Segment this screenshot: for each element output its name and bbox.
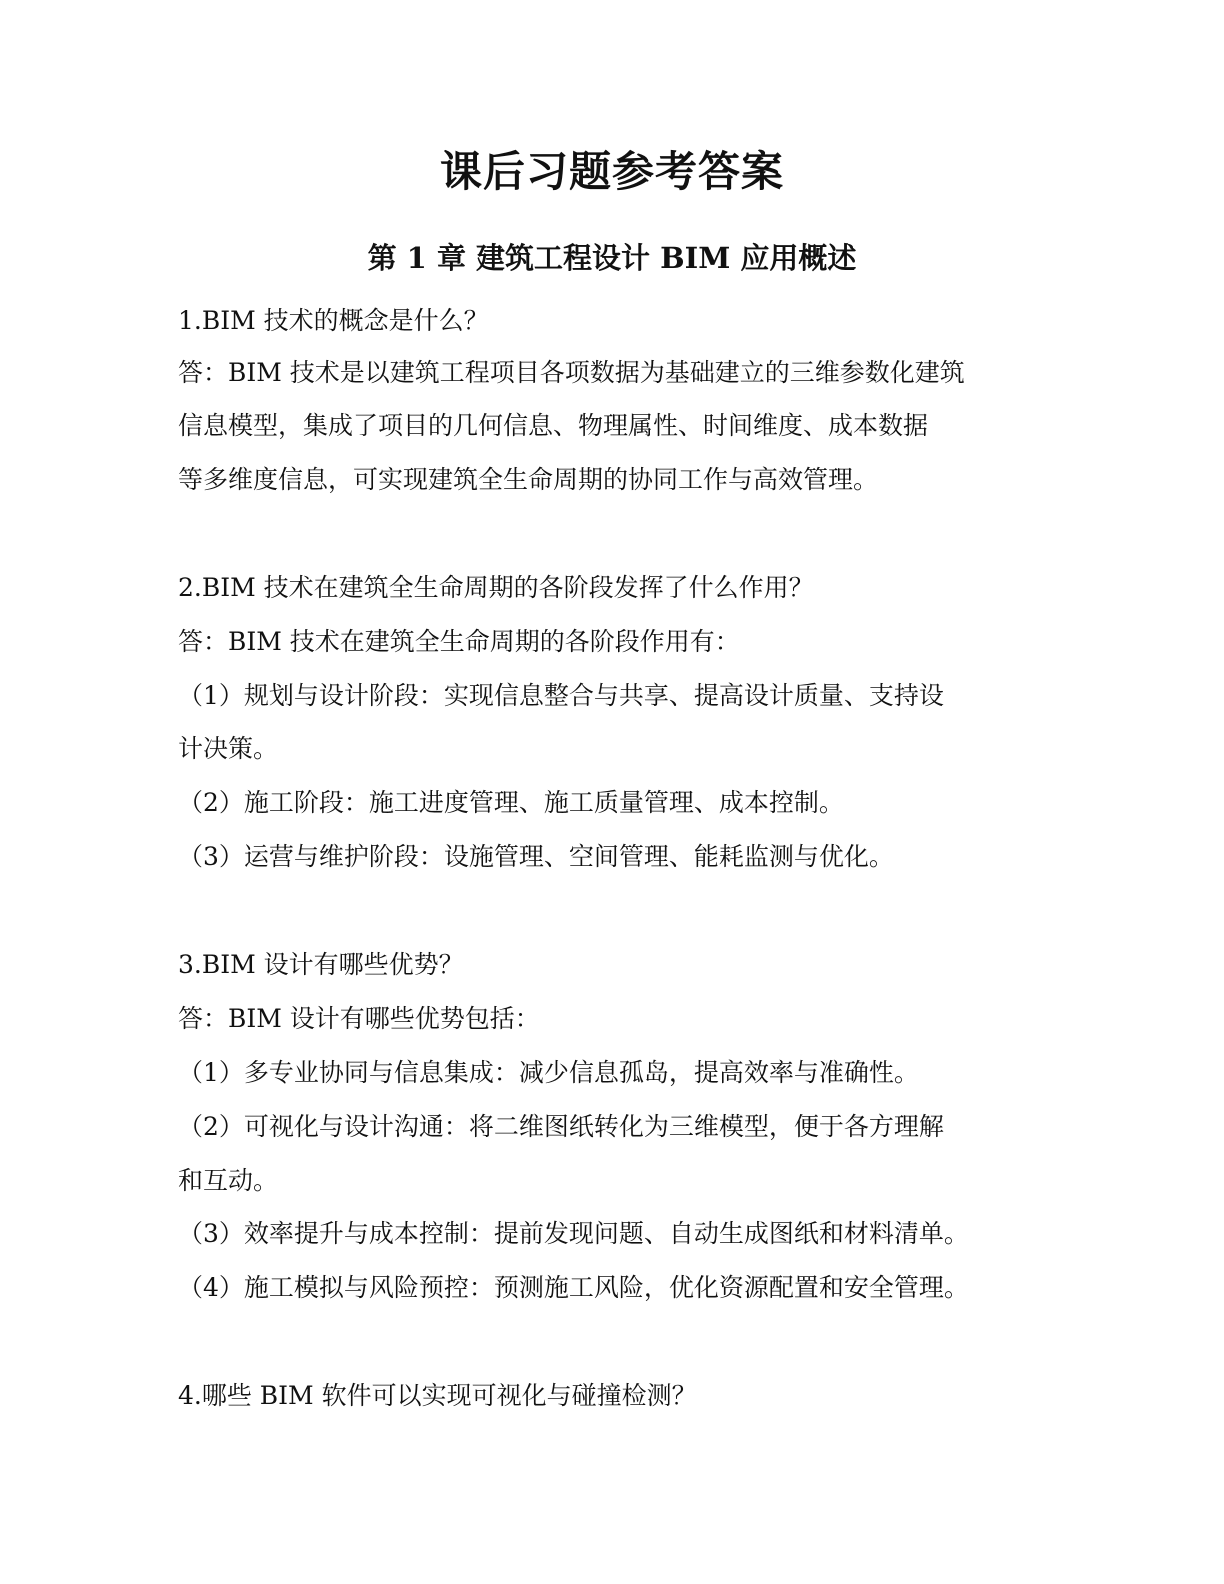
question-3: 3.BIM 设计有哪些优势？ <box>178 950 464 979</box>
answer-2-item-1-line-1: （1）规划与设计阶段：实现信息整合与共享、提高设计质量、支持设 <box>178 681 944 710</box>
answer-2-item-1-line-2: 计决策。 <box>178 734 279 763</box>
answer-3-item-3: （3）效率提升与成本控制：提前发现问题、自动生成图纸和材料清单。 <box>178 1219 969 1248</box>
answer-3-item-2-line-1: （2）可视化与设计沟通：将二维图纸转化为三维模型，便于各方理解 <box>178 1112 944 1141</box>
answer-3-intro: 答：BIM 设计有哪些优势包括： <box>178 1004 540 1033</box>
answer-3-item-1: （1）多专业协同与信息集成：减少信息孤岛，提高效率与准确性。 <box>178 1058 919 1087</box>
answer-2-intro: 答：BIM 技术在建筑全生命周期的各阶段作用有： <box>178 627 740 656</box>
document-title: 课后习题参考答案 <box>439 147 784 196</box>
question-4: 4.哪些 BIM 软件可以实现可视化与碰撞检测？ <box>178 1381 697 1410</box>
answer-1-line-1: 答：BIM 技术是以建筑工程项目各项数据为基础建立的三维参数化建筑 <box>178 358 965 387</box>
answer-1-line-3: 等多维度信息，可实现建筑全生命周期的协同工作与高效管理。 <box>178 465 879 494</box>
answer-3-item-4: （4）施工模拟与风险预控：预测施工风险，优化资源配置和安全管理。 <box>178 1273 969 1302</box>
answer-3-item-2-line-2: 和互动。 <box>178 1166 279 1195</box>
question-2: 2.BIM 技术在建筑全生命周期的各阶段发挥了什么作用？ <box>178 573 814 602</box>
chapter-title: 第 1 章 建筑工程设计 BIM 应用概述 <box>367 241 857 275</box>
question-1: 1.BIM 技术的概念是什么？ <box>178 306 489 335</box>
answer-1-line-2: 信息模型，集成了项目的几何信息、物理属性、时间维度、成本数据 <box>178 411 929 440</box>
answer-2-item-2: （2）施工阶段：施工进度管理、施工质量管理、成本控制。 <box>178 788 844 817</box>
answer-2-item-3: （3）运营与维护阶段：设施管理、空间管理、能耗监测与优化。 <box>178 842 894 871</box>
